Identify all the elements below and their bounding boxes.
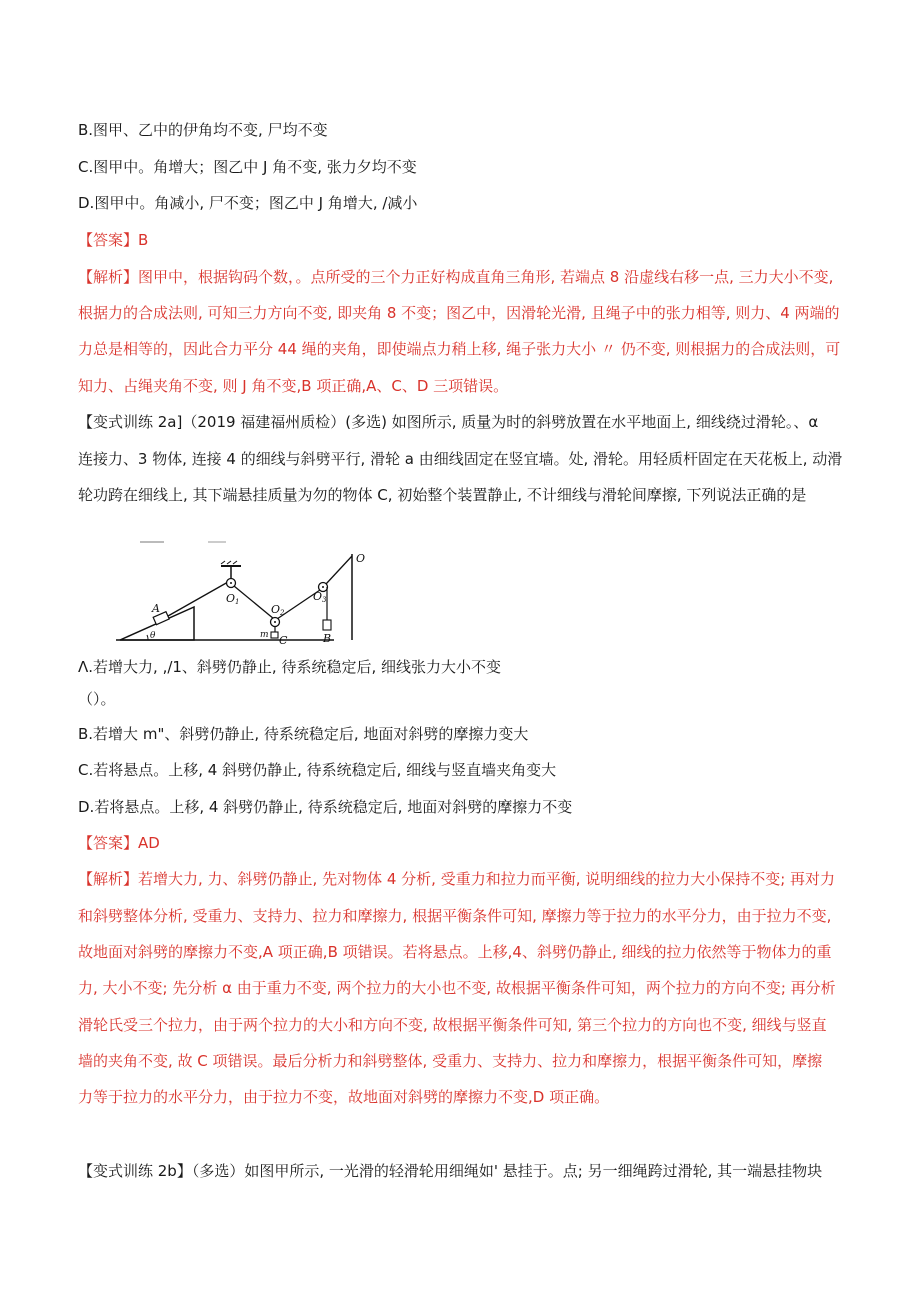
label-m: m xyxy=(260,630,269,640)
analysis-prev-line-1: 【解析】 图甲中，根据钩码个数，。点所受的三个力正好构成直角三角形, 若端点 8 沿虚线右移一点, 三力大小不变, xyxy=(0,265,920,289)
analysis-2a-line-2: 和斜劈整体分析, 受重力、支持力、拉力和摩擦力, 根据平衡条件可知, 摩擦力等于拉力的水平分力，由于拉力不变, xyxy=(78,907,832,925)
answer-tag: 【答案】 xyxy=(78,834,139,852)
ceiling-hatch xyxy=(233,561,237,564)
analysis-prev-line-2: 根据力的合成法则, 可知三力方向不变, 即夹角 8 不变；图乙中，因滑轮光滑, 且绳子中的张力相等, 则力、4 两端的 xyxy=(78,304,840,322)
rope-a-o1 xyxy=(168,582,228,616)
analysis-tag: 【解析】 xyxy=(78,268,139,286)
answer-value: AD xyxy=(138,834,160,852)
block-b xyxy=(323,620,331,630)
rope-o3-o xyxy=(326,556,352,584)
option-a-2a: Λ.若增大力, ,/1、斜劈仍静止, 待系统稳定后, 细线张力大小不变 xyxy=(78,658,502,676)
pulley-o2-axle xyxy=(274,621,276,623)
block-c xyxy=(271,632,278,638)
analysis-2a-line-7: 力等于拉力的水平分力，由于拉力不变，故地面对斜劈的摩擦力不变,D 项正确。 xyxy=(78,1088,610,1106)
analysis-2a-line-6: 墙的夹角不变, 故 C 项错误。最后分析力和斜劈整体, 受重力、支持力、拉力和摩擦力，根据平衡条件可知，摩擦 xyxy=(78,1052,823,1070)
answer-value: B xyxy=(138,231,149,249)
answer-paren: （）。 xyxy=(78,690,116,708)
pulley-o3-axle xyxy=(322,586,324,588)
ceiling-hatch xyxy=(221,561,225,564)
option-d-2a: D.若将悬点。上移, 4 斜劈仍静止, 待系统稳定后, 地面对斜劈的摩擦力不变 xyxy=(78,798,573,816)
label-c: C xyxy=(279,634,288,647)
label-theta: θ xyxy=(150,631,156,641)
label-a: A xyxy=(152,602,160,615)
analysis-2a-line-3: 故地面对斜劈的摩擦力不变,A 项正确,B 项错误。若将悬点。上移,4、斜劈仍静止, 细线的拉力依然等于物体力的重 xyxy=(78,943,832,961)
question-2b-title: 【变式训练 2b】（多选）如图甲所示, 一光滑的轻滑轮用细绳如' 悬挂于。点; 另一细绳跨过滑轮, 其一端悬挂物块 xyxy=(78,1162,823,1180)
analysis-2a-line-5: 滑轮氏受三个拉力，由于两个拉力的大小和方向不变, 故根据平衡条件可知, 第三个拉力的方向也不变, 细线与竖直 xyxy=(78,1016,827,1034)
analysis-tag: 【解析】 xyxy=(78,870,139,888)
analysis-2a-line-4: 力, 大小不变; 先分析 α 由于重力不变, 两个拉力的大小也不变, 故根据平衡条件可知，两个拉力的方向不变; 再分析 xyxy=(78,979,836,997)
option-b-2a: B.若增大 m"、斜劈仍静止, 待系统稳定后, 地面对斜劈的摩擦力变大 xyxy=(78,725,529,743)
ceiling-hatch xyxy=(227,561,231,564)
option-d-prev: D.图甲中。角减小, 尸不变；图乙中 J 角增大, /减小 xyxy=(78,194,418,212)
analysis-prev-line-4: 知力、占绳夹角不变, 则 J 角不变,B 项正确,A、C、D 三项错误。 xyxy=(78,377,509,395)
label-o1: O1 xyxy=(226,592,240,606)
figure-svg xyxy=(108,536,368,651)
label-o3: O3 xyxy=(313,590,327,604)
analysis-2a-line-1: 【解析】 若增大力, 力、斜劈仍静止, 先对物体 4 分析, 受重力和拉力而平衡, 说明细线的拉力大小保持不变; 再对力 xyxy=(0,867,920,891)
rope-o1-o2 xyxy=(234,586,274,619)
question-2a-stem-1: 连接力、3 物体, 连接 4 的细线与斜劈平行, 滑轮 a 由细线固定在竖宜墙。处, 滑轮。用轻质杆固定在天花板上, 动滑 xyxy=(78,450,843,468)
label-b: B xyxy=(323,632,332,645)
option-c-prev: C.图甲中。角增大；图乙中 J 角不变, 张力夕均不变 xyxy=(78,158,417,176)
answer-2a xyxy=(0,831,920,855)
question-2a-title: 【变式训练 2a]（2019 福建福州质检）(多选) 如图所示, 质量为时的斜劈放置在水平地面上, 细线绕过滑轮。、α xyxy=(78,413,819,431)
answer-tag: 【答案】 xyxy=(78,231,139,249)
label-o: O xyxy=(356,552,366,565)
analysis-prev-line-3: 力总是相等的，因此合力平分 44 绳的夹角，即使端点力稍上移, 绳子张力大小 〃 仍不变, 则根据力的合成法则，可 xyxy=(78,340,841,358)
pulley-o1-axle xyxy=(230,582,232,584)
label-o2: O2 xyxy=(271,603,285,617)
answer-prev xyxy=(0,228,920,252)
question-2a-stem-2: 轮功跨在细线上, 其下端悬挂质量为勿的物体 C, 初始整个装置静止, 不计细线与滑轮间摩擦, 下列说法正确的是 xyxy=(78,486,807,504)
pulley-incline-figure xyxy=(108,536,368,651)
option-c-2a: C.若将悬点。上移, 4 斜劈仍静止, 待系统稳定后, 细线与竖直墙夹角变大 xyxy=(78,761,557,779)
option-b-prev: B.图甲、乙中的伊角均不变, 尸均不变 xyxy=(78,121,328,139)
